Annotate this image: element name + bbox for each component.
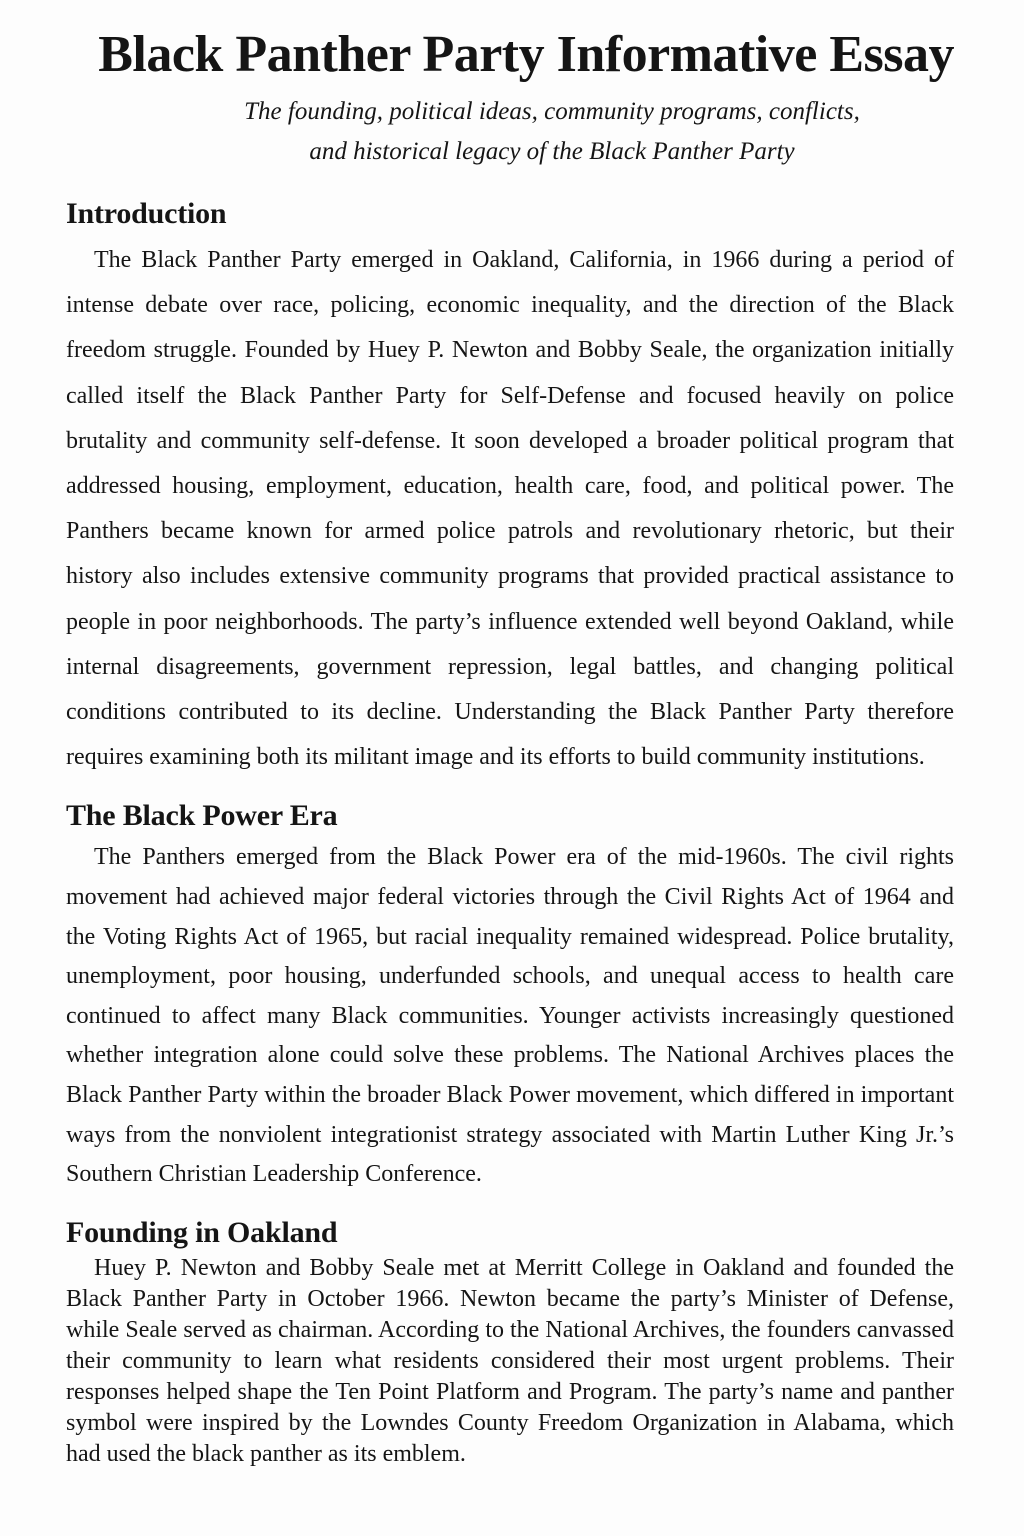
page-title: Black Panther Party Informative Essay [98,26,954,83]
section-heading: Founding in Oakland [66,1215,338,1249]
section-heading: Introduction [66,197,227,230]
section-heading: The Black Power Era [66,799,338,833]
section-introduction [66,192,954,780]
page-subtitle [66,92,954,172]
section-paragraph: Huey P. Newton and Bobby Seale met at Merritt College in Oakland and founded the Black Panther Party in October 1966. Newton became the party’s Minister of Defense, while Seale served as chairman. According to the National Archives, the founders canvassed their community to learn what residents considered their most urgent problems. Their responses helped shape the Ten Point Platform and Program. The party’s name and panther symbol were inspired by the Lowndes County Freedom Organization in Alabama, which had used the black panther as its emblem. [66,1254,954,1467]
section-paragraph: The Panthers emerged from the Black Power era of the mid-1960s. The civil rights movement had achieved major federal victories through the Civil Rights Act of 1964 and the Voting Rights Act of 1965, but racial inequality remained widespread. Police brutality, unemployment, poor housing, underfunded schools, and unequal access to health care continued to affect many Black communities. Younger activists increasingly questioned whether integration alone could solve these problems. The National Archives places the Black Panther Party within the broader Black Power movement, which differed in important ways from the nonviolent integrationist strategy associated with Martin Luther King Jr.’s Southern Christian Leadership Conference. [66,844,954,1188]
section-paragraph: The Black Panther Party emerged in Oakland, California, in 1966 during a period of intense debate over race, policing, economic inequality, and the direction of the Black freedom struggle. Founded by Huey P. Newton and Bobby Seale, the organization initially called itself the Black Panther Party for Self-Defense and focused heavily on police brutality and community self-defense. It soon developed a broader political program that addressed housing, employment, education, health care, food, and political power. The Panthers became known for armed police patrols and revolutionary rhetoric, but their history also includes extensive community programs that provided practical assistance to people in poor neighborhoods. The party’s influence extended well beyond Oakland, while internal disagreements, government repression, legal battles, and changing political conditions contributed to its decline. Understanding the Black Panther Party therefore requires examining both its militant image and its efforts to build community institutions. [66,247,954,771]
subtitle-line-1: The founding, political ideas, community programs, conflicts, [244,98,860,125]
section-founding-in-oakland [66,1213,954,1470]
section-black-power-era [66,794,954,1194]
subtitle-line-2: and historical legacy of the Black Panther Party [309,138,795,165]
